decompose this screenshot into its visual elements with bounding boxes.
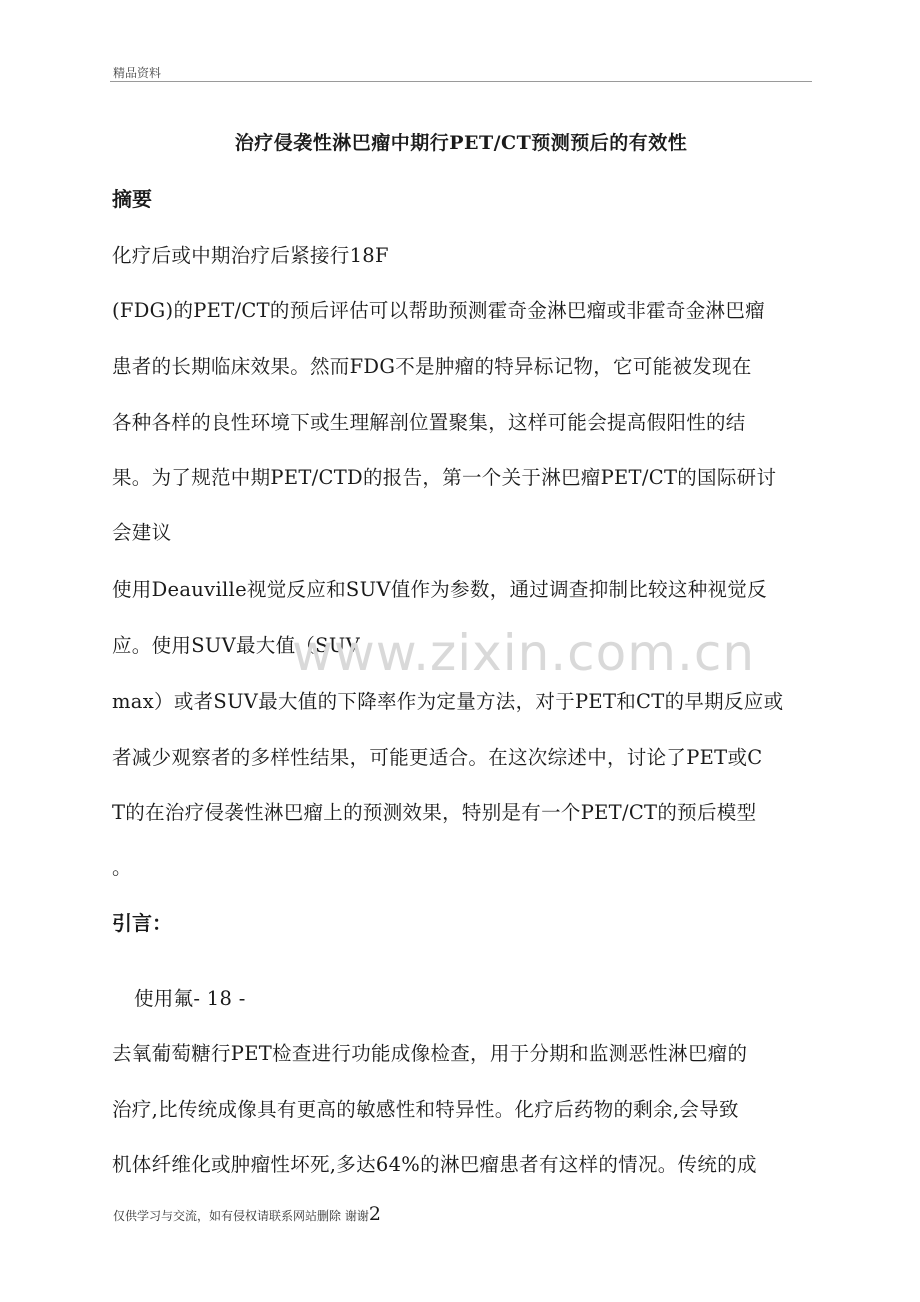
- header-divider: [110, 81, 812, 82]
- intro-heading: 引言：: [112, 911, 172, 935]
- abstract-line: 各种各样的良性环境下或生理解剖位置聚集，这样可能会提高假阳性的结: [112, 411, 746, 434]
- abstract-line: 者减少观察者的多样性结果，可能更适合。在这次综述中，讨论了PET或C: [112, 746, 763, 769]
- intro-first-line: 使用氟- 18 -: [134, 987, 246, 1010]
- abstract-line: (FDG)的PET/CT的预后评估可以帮助预测霍奇金淋巴瘤或非霍奇金淋巴瘤: [112, 299, 765, 322]
- intro-line: 去氧葡萄糖行PET检查进行功能成像检查，用于分期和监测恶性淋巴瘤的: [112, 1042, 748, 1065]
- abstract-line: 会建议: [112, 521, 172, 544]
- abstract-line: T的在治疗侵袭性淋巴瘤上的预测效果，特别是有一个PET/CT的预后模型: [112, 801, 757, 824]
- watermark: www.zixin.com.cn: [292, 624, 756, 682]
- footer: [113, 1203, 381, 1225]
- abstract-line: 化疗后或中期治疗后紧接行18F: [112, 244, 389, 267]
- header-label: 精品资料: [113, 66, 162, 80]
- footer-text: 仅供学习与交流，如有侵权请联系网站删除 谢谢: [113, 1209, 369, 1223]
- abstract-line: 。: [112, 856, 132, 879]
- abstract-line: 果。为了规范中期PET/CTD的报告，第一个关于淋巴瘤PET/CT的国际研讨: [112, 466, 777, 489]
- intro-line: 治疗,比传统成像具有更高的敏感性和特异性。化疗后药物的剩余,会导致: [112, 1098, 739, 1121]
- abstract-line: 应。使用SUV最大值（SUV: [112, 634, 360, 657]
- page-number: 2: [368, 1203, 381, 1225]
- abstract-heading: 摘要: [112, 187, 152, 211]
- abstract-line: max）或者SUV最大值的下降率作为定量方法，对于PET和CT的早期反应或: [112, 690, 784, 713]
- intro-line: 机体纤维化或肿瘤性坏死,多达64%的淋巴瘤患者有这样的情况。传统的成: [112, 1153, 757, 1176]
- abstract-line: 使用Deauville视觉反应和SUV值作为参数，通过调查抑制比较这种视觉反: [112, 578, 767, 601]
- abstract-line: 患者的长期临床效果。然而FDG不是肿瘤的特异标记物，它可能被发现在: [112, 355, 752, 378]
- document-title: 治疗侵袭性淋巴瘤中期行PET/CT预测预后的有效性: [234, 132, 688, 154]
